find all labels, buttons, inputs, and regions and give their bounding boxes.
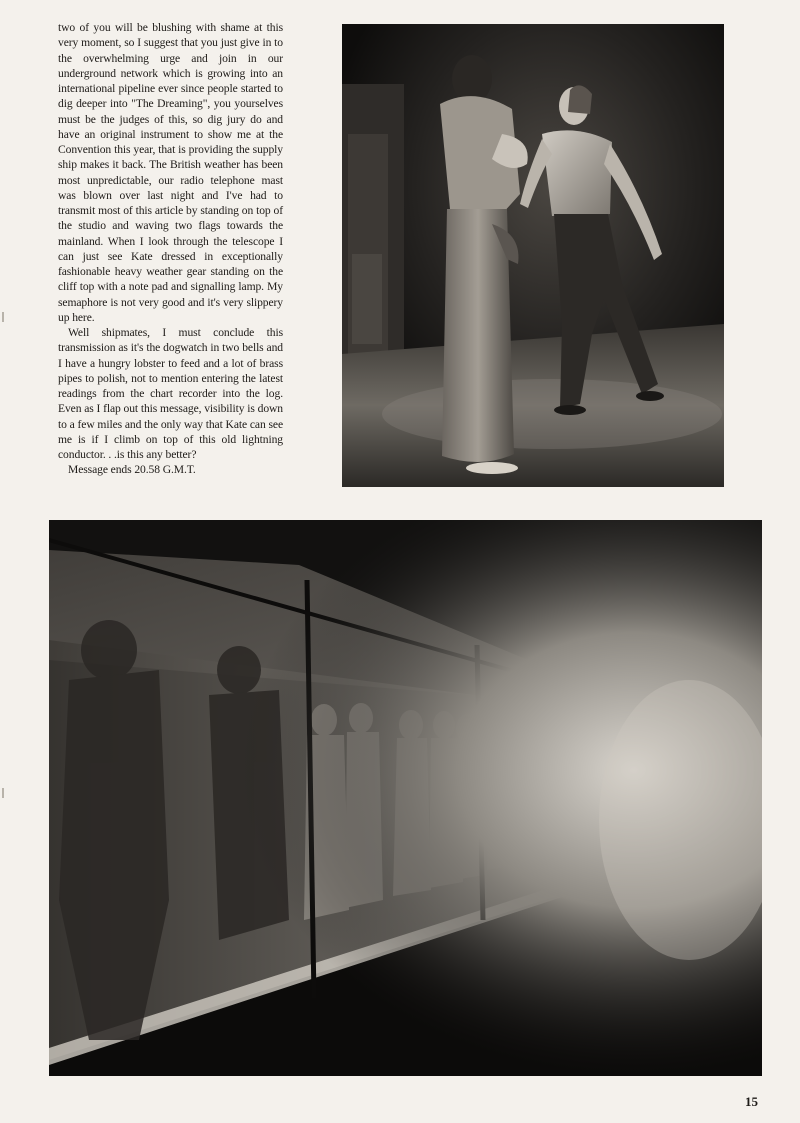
article-sign-off: Message ends 20.58 G.M.T. [68,463,196,477]
photo-performers-behind-glass [49,520,762,1076]
margin-mark [2,788,4,798]
photo-two-dancers-on-stage [342,24,724,487]
article-paragraph-1: two of you will be blushing with shame at this very moment, so I suggest that you just give in to the overwhelming urge and join in our underground network which is growing into an international pipeline ever since people started to dig deeper into "The Dreaming", you yourselves must be the judges of this, so dig jury do and have an original instrument to show me at the Convention this year, that is providing the supply ship makes it back. The British weather has been most unpredictable, our radio telephone mast was blown over last night and I've had to transmit most of this article by standing on top of the studio and waving two flags towards the mainland. When I look through the telescope I can just see Kate dressed in exceptionally fashionable heavy weather gear standing on the cliff top with a note pad and signalling lamp. My semaphore is not very good and it's very slippery up here. [58,21,283,324]
article-text-column [58,20,283,478]
page-number: 15 [745,1094,758,1109]
margin-mark [2,312,4,322]
article-paragraph-2: Well shipmates, I must conclude this transmission as it's the dogwatch in two bells and I have a hungry lobster to feed and a lot of brass pipes to polish, not to mention entering the latest readings from the chart recorder into the log. Even as I flap out this message, visibility is down to a few miles and the only way that Kate can see me is if I climb on top of this old lightning conductor. . .is this any better? [58,326,283,461]
